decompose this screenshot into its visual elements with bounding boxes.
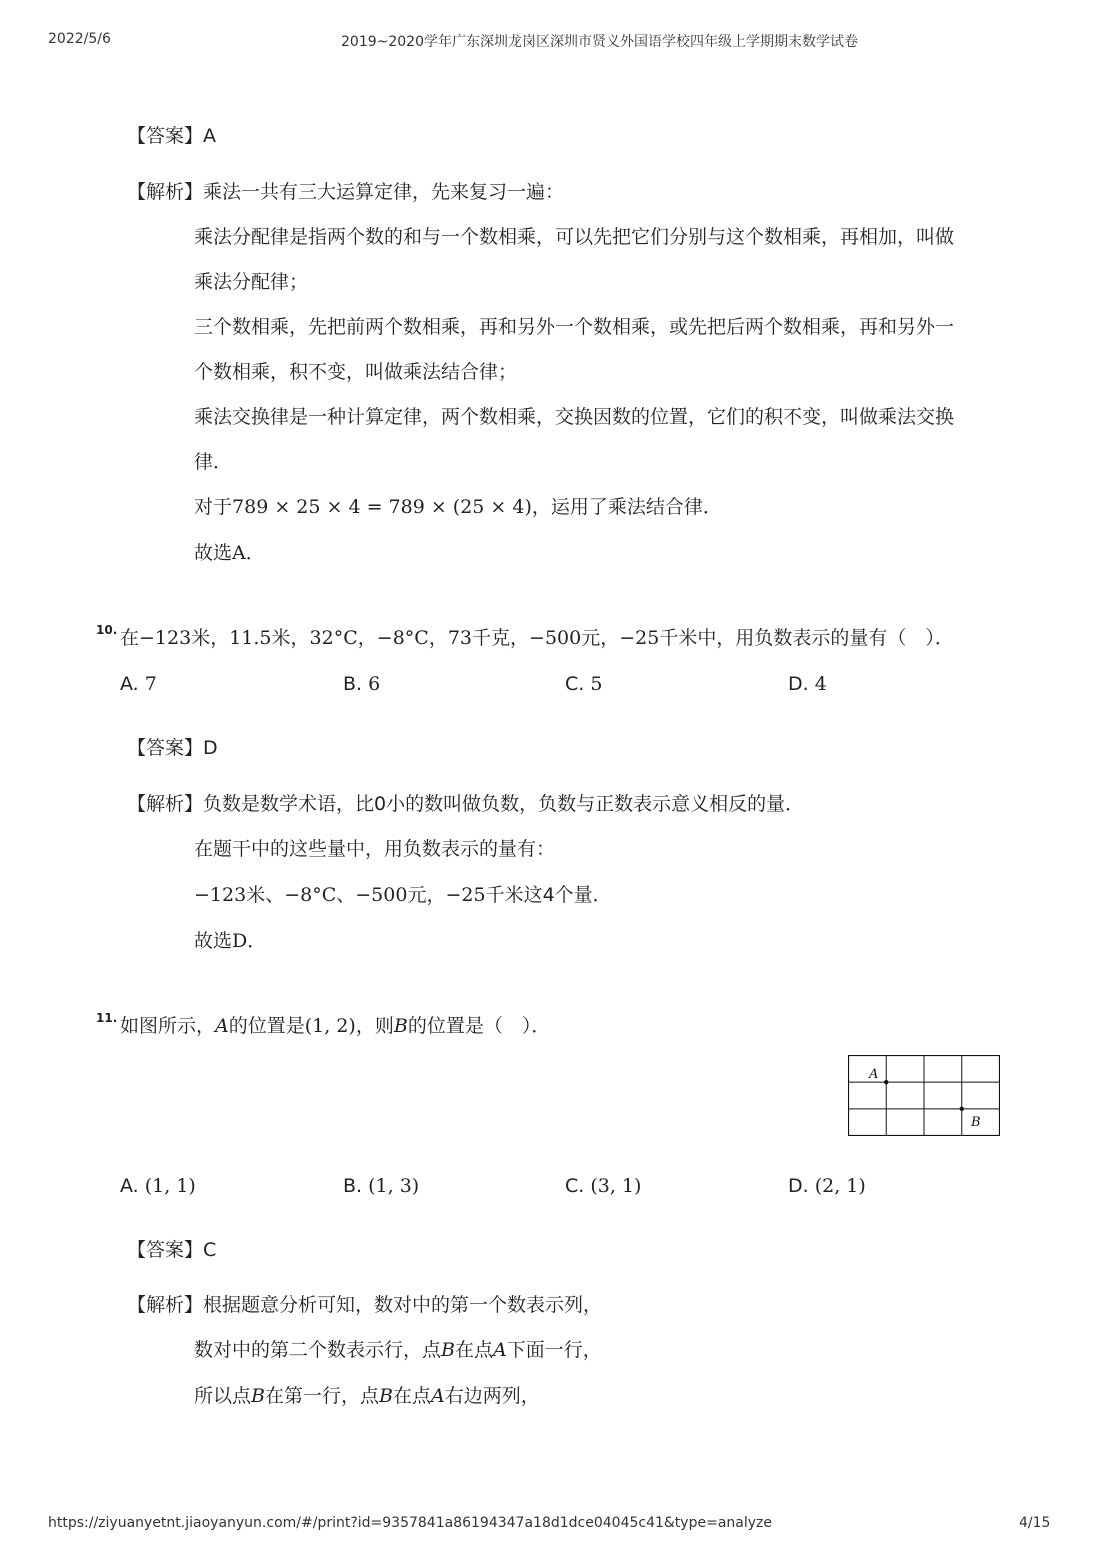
- line-math: −123: [194, 884, 247, 906]
- option-letter: D.: [788, 1175, 809, 1197]
- q11-line-1: [194, 1338, 602, 1362]
- stem-text: 米，: [271, 627, 310, 649]
- answer-value: D: [203, 737, 218, 759]
- analysis-label: 【解析】: [127, 1294, 204, 1316]
- q10-analysis-intro: [127, 792, 804, 816]
- stem-math: A: [215, 1015, 229, 1037]
- q9-line-3: 三个数相乘，先把前两个数相乘，再和另外一个数相乘，或先把后两个数相乘，再和另外一: [194, 316, 955, 338]
- stem-math: B: [393, 1015, 408, 1037]
- line-text: 元，: [407, 884, 446, 906]
- analysis-text: 乘法一共有三大运算定律，先来复习一遍：: [203, 181, 565, 203]
- q10-stem: [120, 626, 954, 650]
- point-a-dot: [884, 1080, 888, 1084]
- stem-math: 73: [447, 627, 473, 649]
- answer-value: A: [203, 125, 217, 147]
- analysis-label: 【解析】: [127, 793, 204, 815]
- document-title: 2019~2020学年广东深圳龙岗区深圳市贤义外国语学校四年级上学期期末数学试卷: [341, 34, 858, 50]
- line-math: A: [430, 1385, 445, 1407]
- option-letter: C.: [565, 1175, 585, 1197]
- stem-text: 的位置是（ ）．: [407, 1015, 551, 1037]
- conclusion-prefix: 故选: [194, 542, 233, 564]
- line-text: 在点: [454, 1339, 493, 1361]
- point-a-label: A: [869, 1067, 879, 1082]
- stem-math: (1, 2): [304, 1015, 356, 1037]
- coordinate-grid-figure: [848, 1055, 1000, 1136]
- line-text: 米、: [246, 884, 285, 906]
- line-math: B: [441, 1339, 455, 1361]
- option-letter: A.: [120, 1175, 139, 1197]
- q11-option-c[interactable]: [565, 1175, 641, 1197]
- conclusion-prefix: 故选: [194, 930, 233, 952]
- option-value: 7: [144, 673, 157, 695]
- q9-line-6: 律．: [194, 451, 233, 473]
- stem-text: ，: [357, 627, 377, 649]
- answer-label: 【答案】: [127, 737, 204, 759]
- line-text: 、: [336, 884, 356, 906]
- option-value: 5: [590, 673, 603, 695]
- line-text: 在点: [392, 1385, 431, 1407]
- option-value: (1, 3): [368, 1175, 420, 1197]
- stem-math: −25: [619, 627, 660, 649]
- stem-math: 11.5: [229, 627, 272, 649]
- q9-formula-line: [194, 495, 722, 519]
- option-value: (2, 1): [814, 1175, 866, 1197]
- line-math: A: [493, 1339, 507, 1361]
- option-letter: B.: [343, 673, 363, 695]
- q11-option-b[interactable]: [343, 1175, 419, 1197]
- page-number: 4/15: [1019, 1515, 1051, 1531]
- q9-line-5: 乘法交换律是一种计算定律，两个数相乘，交换因数的位置，它们的积不变，叫做乘法交换: [194, 406, 955, 428]
- q10-answer: [127, 736, 218, 760]
- option-letter: B.: [343, 1175, 363, 1197]
- option-value: 4: [814, 673, 827, 695]
- stem-text: 千米中，用负数表示的量有（ ）．: [659, 627, 954, 649]
- line-text: 所以点: [194, 1385, 252, 1407]
- option-value: (1, 1): [144, 1175, 196, 1197]
- footer-url[interactable]: https://ziyuanyetnt.jiaoyanyun.com/#/print?id=9357841a86194347a18d1dce04045c41&type=analyze: [48, 1515, 772, 1531]
- analysis-text: 根据题意分析可知，数对中的第一个数表示列，: [203, 1294, 603, 1316]
- stem-math: 32°C: [309, 627, 358, 649]
- q10-option-c[interactable]: [565, 673, 602, 695]
- conclusion-letter: A: [232, 542, 246, 564]
- q10-option-b[interactable]: [343, 673, 380, 695]
- q9-analysis-intro: [127, 180, 564, 204]
- formula-prefix: 对于: [194, 496, 233, 518]
- option-value: 6: [368, 673, 381, 695]
- q11-number: 11.: [96, 1011, 118, 1025]
- q9-conclusion: [194, 541, 265, 565]
- line-math: B: [251, 1385, 265, 1407]
- q11-answer: [127, 1238, 216, 1262]
- line-text: 千米这4个量．: [485, 884, 612, 906]
- q9-line-2: 乘法分配律；: [194, 271, 309, 293]
- q10-conclusion: [194, 929, 266, 953]
- q11-line-2: [194, 1384, 540, 1408]
- formula-suffix: ，运用了乘法结合律．: [531, 496, 722, 518]
- stem-math: −8°C: [376, 627, 429, 649]
- stem-math: −500: [529, 627, 582, 649]
- point-b-dot: [960, 1107, 964, 1111]
- q10-line-1: 在题干中的这些量中，用负数表示的量有：: [194, 838, 556, 860]
- stem-math: −123: [139, 627, 192, 649]
- option-letter: A.: [120, 673, 139, 695]
- conclusion-letter: D: [232, 930, 248, 952]
- stem-text: 的位置是: [228, 1015, 305, 1037]
- print-date: 2022/5/6: [48, 31, 111, 47]
- point-b-label: B: [971, 1115, 981, 1130]
- stem-text: 在: [120, 627, 140, 649]
- line-math: −8°C: [284, 884, 337, 906]
- answer-label: 【答案】: [127, 125, 204, 147]
- q11-analysis-intro: [127, 1293, 602, 1317]
- analysis-text: 负数是数学术语，比0小的数叫做负数，负数与正数表示意义相反的量．: [203, 793, 805, 815]
- q11-stem: [120, 1014, 550, 1038]
- option-letter: D.: [788, 673, 809, 695]
- q9-line-1: 乘法分配律是指两个数的和与一个数相乘，可以先把它们分别与这个数相乘，再相加，叫做: [194, 226, 955, 248]
- analysis-label: 【解析】: [127, 181, 204, 203]
- grid-svg: [848, 1055, 1000, 1136]
- stem-text: 千克，: [472, 627, 530, 649]
- line-text: 下面一行，: [506, 1339, 602, 1361]
- formula: 789 × 25 × 4 = 789 × (25 × 4): [232, 496, 532, 518]
- stem-text: ，: [428, 627, 448, 649]
- line-math: −500: [355, 884, 408, 906]
- q11-option-d[interactable]: [788, 1175, 866, 1197]
- line-text: 在第一行，点: [264, 1385, 379, 1407]
- conclusion-suffix: ．: [245, 542, 265, 564]
- answer-label: 【答案】: [127, 1239, 204, 1261]
- q10-line-2: [194, 883, 612, 907]
- option-value: (3, 1): [590, 1175, 642, 1197]
- q10-option-a[interactable]: [120, 673, 157, 695]
- q11-option-a[interactable]: [120, 1175, 196, 1197]
- line-math: B: [379, 1385, 393, 1407]
- answer-value: C: [203, 1239, 217, 1261]
- stem-text: 如图所示，: [120, 1015, 216, 1037]
- line-text: 右边两列，: [444, 1385, 540, 1407]
- stem-text: ，则: [355, 1015, 394, 1037]
- line-math: −25: [445, 884, 486, 906]
- line-text: 数对中的第二个数表示行，点: [194, 1339, 442, 1361]
- q9-line-4: 个数相乘，积不变，叫做乘法结合律；: [194, 361, 518, 383]
- q9-answer: [127, 124, 216, 148]
- q10-number: 10.: [96, 623, 118, 637]
- stem-text: 米，: [191, 627, 230, 649]
- stem-text: 元，: [581, 627, 620, 649]
- option-letter: C.: [565, 673, 585, 695]
- q10-option-d[interactable]: [788, 673, 827, 695]
- conclusion-suffix: ．: [247, 930, 267, 952]
